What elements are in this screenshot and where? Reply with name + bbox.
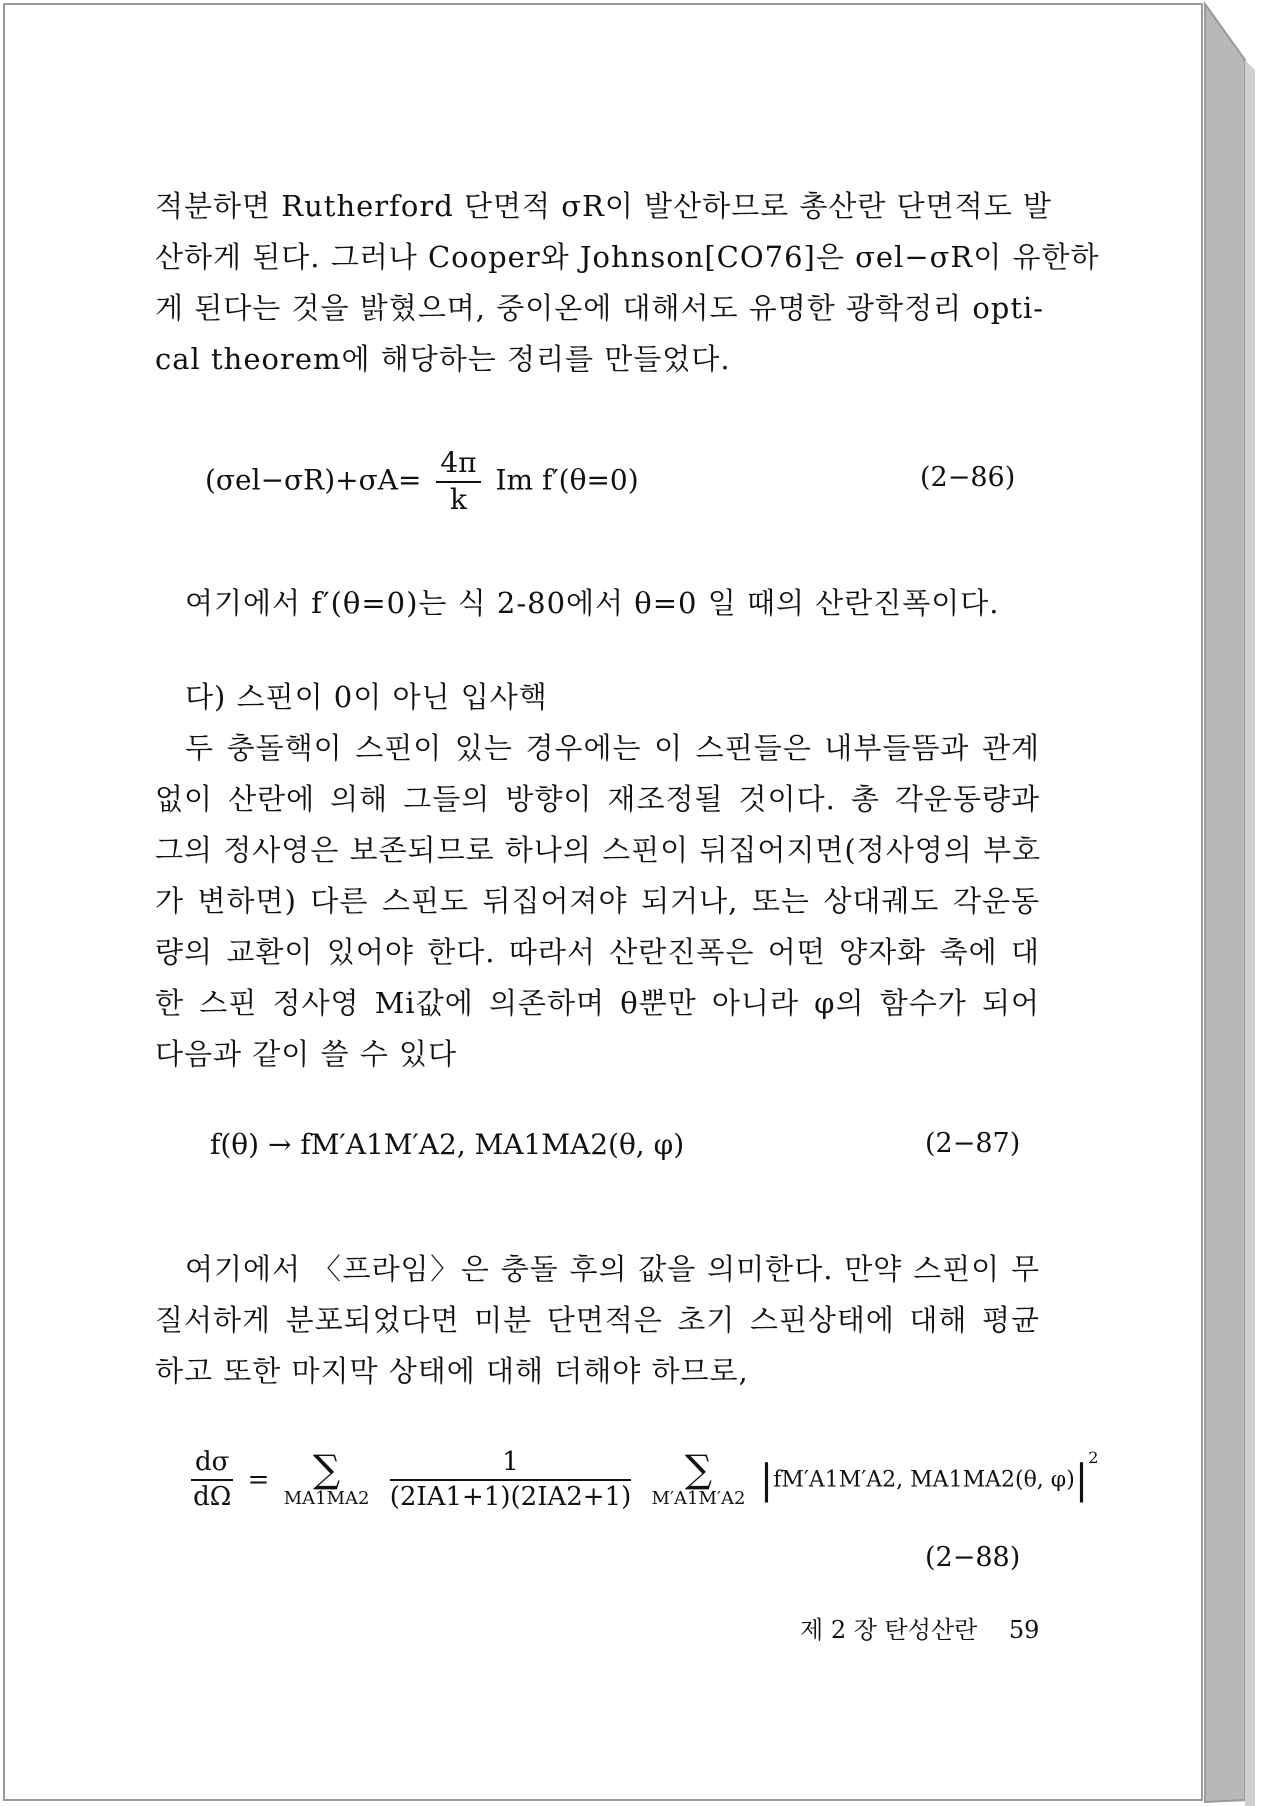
equation-2-88-sum-initial: ∑ MA1MA2	[283, 1447, 370, 1510]
equation-2-88-amplitude: fM′A1M′A2, MA1MA2(θ, φ)	[773, 1467, 1075, 1493]
equation-2-88-average-factor	[390, 1448, 632, 1511]
section-heading	[185, 672, 785, 723]
paragraph-1-line: 적분하면 Rutherford 단면적 σR이 발산하므로 총산란 단면적도 발	[155, 189, 1052, 223]
equation-2-87-label: (2−87)	[925, 1128, 1021, 1159]
paragraph-1-line: cal theorem에 해당하는 정리를 만들었다.	[155, 342, 731, 376]
equation-2-86-fraction	[436, 448, 480, 516]
paragraph-1	[155, 181, 1100, 385]
equation-2-88-lhs-numerator: dσ	[191, 1448, 233, 1481]
equation-2-88: $\frac{d\sigma}{d\Omega}$ = ∑ MA1MA2 $\frac{1}{(2IA1+1)(2IA2+1)}$ ∑ M′A1M′A2 |fM′A1M′A2, MA1MA2(θ, $\varphi)|^2$	[185, 1448, 1098, 1512]
paragraph-3	[155, 1244, 1040, 1397]
equation-2-88-sum-final: ∑ M′A1M′A2	[651, 1447, 746, 1510]
paragraph-3-line: 하고 또한 마지막 상태에 대해 더해야 하므로,	[155, 1354, 749, 1388]
equation-2-88-sum-final-index: M′A1M′A2	[651, 1488, 746, 1510]
section-line: 가 변하면) 다른 스핀도 뒤집어져야 되거나, 또는 상대궤도 각운동	[155, 884, 1040, 918]
chapter-title: 제 2 장 탄성산란	[800, 1616, 978, 1644]
section-line: 두 충돌핵이 스핀이 있는 경우에는 이 스핀들은 내부들뜸과 관계	[185, 731, 1040, 765]
paragraph-3-line: 여기에서 〈프라임〉은 충돌 후의 값을 의미한다. 만약 스핀이 무	[185, 1252, 1040, 1286]
paragraph-1-line: 게 된다는 것을 밝혔으며, 중이온에 대해서도 유명한 광학정리 opti-	[155, 291, 1045, 325]
section-line: 다음과 같이 쓸 수 있다	[155, 1037, 457, 1071]
paragraph-2-line: 여기에서 f′(θ=0)는 식 2-80에서 θ=0 일 때의 산란진폭이다.	[185, 586, 1000, 620]
page-footer	[800, 1610, 1039, 1645]
equation-2-86-numerator: 4π	[436, 448, 480, 483]
equation-2-87	[210, 1128, 684, 1161]
equation-2-86	[205, 448, 639, 516]
section-line: 그의 정사영은 보존되므로 하나의 스핀이 뒤집어지면(정사영의 부호	[155, 833, 1042, 867]
equation-2-88-sum-initial-index: MA1MA2	[283, 1488, 370, 1510]
paragraph-section	[155, 723, 1040, 1080]
equation-2-88-power: 2	[1088, 1448, 1099, 1467]
page-number: 59	[1008, 1616, 1040, 1644]
equation-2-88-factor-numerator: 1	[390, 1448, 632, 1481]
equation-2-86-lhs: (σel−σR)+σA=	[205, 463, 422, 497]
section-line: 량의 교환이 있어야 한다. 따라서 산란진폭은 어떤 양자화 축에 대	[155, 935, 1040, 969]
paragraph-2	[185, 578, 1045, 629]
equation-2-86-label: (2−86)	[920, 462, 1016, 493]
equation-2-88-label: (2−88)	[925, 1542, 1021, 1573]
equation-2-86-denominator: k	[449, 482, 467, 516]
section-heading-text: 다) 스핀이 0이 아닌 입사핵	[185, 680, 548, 714]
section-line: 없이 산란에 의해 그들의 방향이 재조정될 것이다. 총 각운동량과	[155, 782, 1040, 816]
paragraph-3-line: 질서하게 분포되었다면 미분 단면적은 초기 스핀상태에 대해 평균	[155, 1303, 1040, 1337]
paragraph-1-line: 산하게 된다. 그러나 Cooper와 Johnson[CO76]은 σel−σR이 유한하	[155, 240, 1100, 274]
equation-2-87-expr: f(θ) → fM′A1M′A2, MA1MA2(θ, φ)	[210, 1128, 685, 1161]
section-line: 한 스핀 정사영 Mi값에 의존하며 θ뿐만 아니라 φ의 함수가 되어	[155, 986, 1040, 1020]
equation-2-86-rhs: Im f′(θ=0)	[495, 463, 639, 497]
equation-2-88-derivative	[191, 1448, 233, 1511]
equation-2-88-factor-denominator: (2IA1+1)(2IA2+1)	[389, 1482, 632, 1512]
equation-2-88-lhs-denominator: dΩ	[193, 1482, 232, 1512]
